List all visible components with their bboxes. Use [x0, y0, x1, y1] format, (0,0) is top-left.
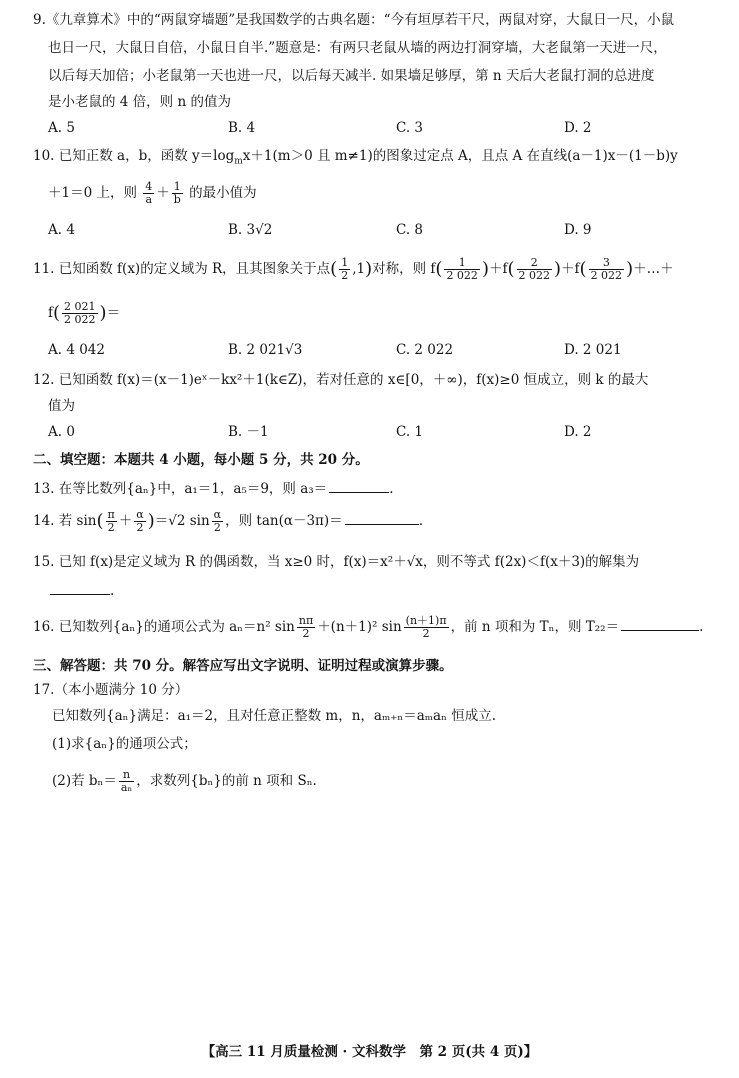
q10-fraction-4-a: $\frac{4}{a}$	[145, 180, 153, 206]
q12-option-a: A. 0	[48, 424, 75, 440]
q11-point-y: ,1	[352, 261, 366, 277]
q11-fraction-half: $\frac{1}{2}$	[341, 256, 349, 282]
q11-text-f: f	[48, 305, 53, 321]
q13-period: .	[389, 481, 394, 497]
page-footer: 【高三 11 月质量检测 · 文科数学 第 2 页(共 4 页)】	[201, 1044, 538, 1060]
q9-line-3: 以后每天加倍；小老鼠第一天也进一尺，以后每天减半. 如果墙足够厚，第 n 天后大老鼠打洞的总进度	[48, 68, 655, 84]
q9-line-2: 也日一尺，大鼠日自倍，小鼠日自半.”题意是：有两只老鼠从墙的两边打洞穿墙，大老鼠第一天进一尺，	[48, 40, 667, 56]
q13-line	[33, 478, 393, 499]
q10-option-a: A. 4	[48, 222, 75, 238]
q17-line-3	[52, 766, 317, 796]
q14-fraction-alpha-2-a: $\frac{\alpha}{2}$	[136, 508, 144, 534]
q14-period: .	[418, 513, 423, 529]
q12-option-c: C. 1	[396, 424, 424, 440]
q17-fraction-n-an: $\frac{n}{\text{aₙ}}$	[120, 768, 133, 794]
q10-text-b: x＋1(m＞0 且 m≠1)的图象过定点 A，且点 A 在直线(a－1)x－(1－b)y	[242, 148, 678, 164]
q15-answer-blank	[50, 580, 110, 595]
q10-plus: ＋	[156, 185, 170, 201]
q12-option-d: D. 2	[564, 424, 592, 440]
q10-option-d: D. 9	[564, 222, 592, 238]
q10-fraction-1-b: $\frac{1}{b}$	[173, 180, 181, 206]
q9-option-c: C. 3	[396, 120, 424, 136]
q11-option-b: B. 2 021√3	[228, 342, 303, 358]
q11-plus-f-1: ＋f	[488, 261, 508, 277]
q16-fraction-n1pi-2: $\frac{(n+1)\pi}{2}$	[405, 614, 447, 640]
q17-title: 17.（本小题满分 10 分）	[33, 682, 189, 698]
q14-fraction-pi-2: $\frac{\pi}{2}$	[107, 508, 115, 534]
q13-text: 13. 在等比数列{aₙ}中，a₁＝1，a₅＝9，则 a₃＝	[33, 481, 328, 497]
q14-text-c: ，则 tan(α－3π)＝	[225, 513, 343, 529]
q16-line	[33, 612, 703, 642]
q15-line-2	[48, 580, 114, 601]
section-2-heading: 二、填空题：本题共 4 小题，每小题 5 分，共 20 分。	[33, 452, 369, 468]
q11-text-b: 对称，则 f	[372, 261, 436, 277]
q12-line-1: 12. 已知函数 f(x)＝(x－1)eˣ－kx²＋1(k∈Z)，若对任意的 x∈[0，＋∞)，f(x)≥0 恒成立，则 k 的最大	[33, 372, 649, 388]
q14-text-a: 14. 若 sin	[33, 513, 97, 529]
q10-option-c: C. 8	[396, 222, 424, 238]
q17-text-a: (2)若 bₙ＝	[52, 773, 117, 789]
q10-text-c: ＋1＝0 上，则	[48, 185, 137, 201]
q14-answer-blank	[345, 510, 419, 525]
q14-plus: ＋	[118, 513, 133, 529]
q11-option-a: A. 4 042	[48, 342, 105, 358]
q9-option-b: B. 4	[228, 120, 256, 136]
q10-line-2	[48, 178, 257, 208]
q16-text-b: ＋(n＋1)² sin	[317, 619, 402, 635]
q15-line-1: 15. 已知 f(x)是定义域为 R 的偶函数，当 x≥0 时，f(x)＝x²＋√x，则不等式 f(2x)＜f(x＋3)的解集为	[33, 554, 640, 570]
q11-fraction-1: $\frac{1}{2 022}$	[446, 256, 478, 282]
q16-answer-blank	[621, 616, 699, 631]
q9-line-4: 是小老鼠的 4 倍，则 n 的值为	[48, 94, 231, 110]
q11-fraction-3: $\frac{3}{2 022}$	[590, 256, 623, 282]
section-3-heading: 三、解答题：共 70 分。解答应写出文字说明、证明过程或演算步骤。	[33, 658, 453, 674]
q9-option-d: D. 2	[564, 120, 592, 136]
q11-option-d: D. 2 021	[564, 342, 622, 358]
q10-text-d: 的最小值为	[189, 185, 257, 201]
q16-period: .	[699, 619, 704, 635]
q14-fraction-alpha-2-b: $\frac{\alpha}{2}$	[213, 508, 222, 534]
q14-text-b: ＝√2 sin	[154, 513, 210, 529]
q10-line-1	[33, 146, 678, 172]
q11-plus-f-2: ＋f	[561, 261, 580, 277]
q16-fraction-npi-2: $\frac{n\pi}{2}$	[298, 614, 314, 640]
q10-text-a: 10. 已知正数 a，b，函数 y＝log	[33, 148, 235, 164]
q16-text-a: 16. 已知数列{aₙ}的通项公式为 aₙ＝n² sin	[33, 619, 295, 635]
q11-ellipsis: ＋…＋	[633, 261, 674, 277]
q12-option-b: B. －1	[228, 424, 269, 440]
q13-answer-blank	[329, 478, 389, 493]
q11-line-1: 11. 已知函数 f(x)的定义域为 R，且其图象关于点( $\frac{1}{2}$ ,1)对称，则 f( $\frac{1}{2 022}$ )＋f( $\frac{2}{2 022}$ )＋f( $\frac{3}{2 022}$ )＋…＋	[33, 256, 674, 282]
q17-line-1: 已知数列{aₙ}满足：a₁＝2，且对任意正整数 m，n，aₘ₊ₙ＝aₘaₙ 恒成立.	[52, 708, 496, 724]
q11-fraction-2: $\frac{2}{2 022}$	[518, 256, 550, 282]
q10-log-base: m	[234, 156, 243, 167]
q11-equals: ＝	[106, 305, 121, 321]
q12-line-2: 值为	[48, 398, 75, 414]
q17-text-b: ，求数列{bₙ}的前 n 项和 Sₙ.	[136, 773, 317, 789]
q9-line-1: 9.《九章算术》中的“两鼠穿墙题”是我国数学的古典名题：“今有垣厚若干尺，两鼠对穿，大鼠日一尺，小鼠	[33, 12, 675, 28]
q14-line: 14. 若 sin( $\frac{\pi}{2}$ ＋ $\frac{\alpha}{2}$ )＝√2 sin $\frac{\alpha}{2}$ ，则 tan(α－3π)＝ .	[33, 508, 423, 534]
q11-fraction-2021: $\frac{2 021}{2 022}$	[64, 300, 96, 326]
q11-line-2: f( $\frac{2 021}{2 022}$ )＝	[48, 300, 121, 326]
q16-text-c: ，前 n 项和为 Tₙ，则 T₂₂＝	[450, 619, 620, 635]
q9-option-a: A. 5	[48, 120, 75, 136]
q10-option-b: B. 3√2	[228, 222, 273, 238]
q11-text-a: 11. 已知函数 f(x)的定义域为 R，且其图象关于点	[33, 261, 331, 277]
q15-period: .	[110, 583, 115, 599]
q11-option-c: C. 2 022	[396, 342, 454, 358]
q17-line-2: (1)求{aₙ}的通项公式；	[52, 736, 197, 752]
